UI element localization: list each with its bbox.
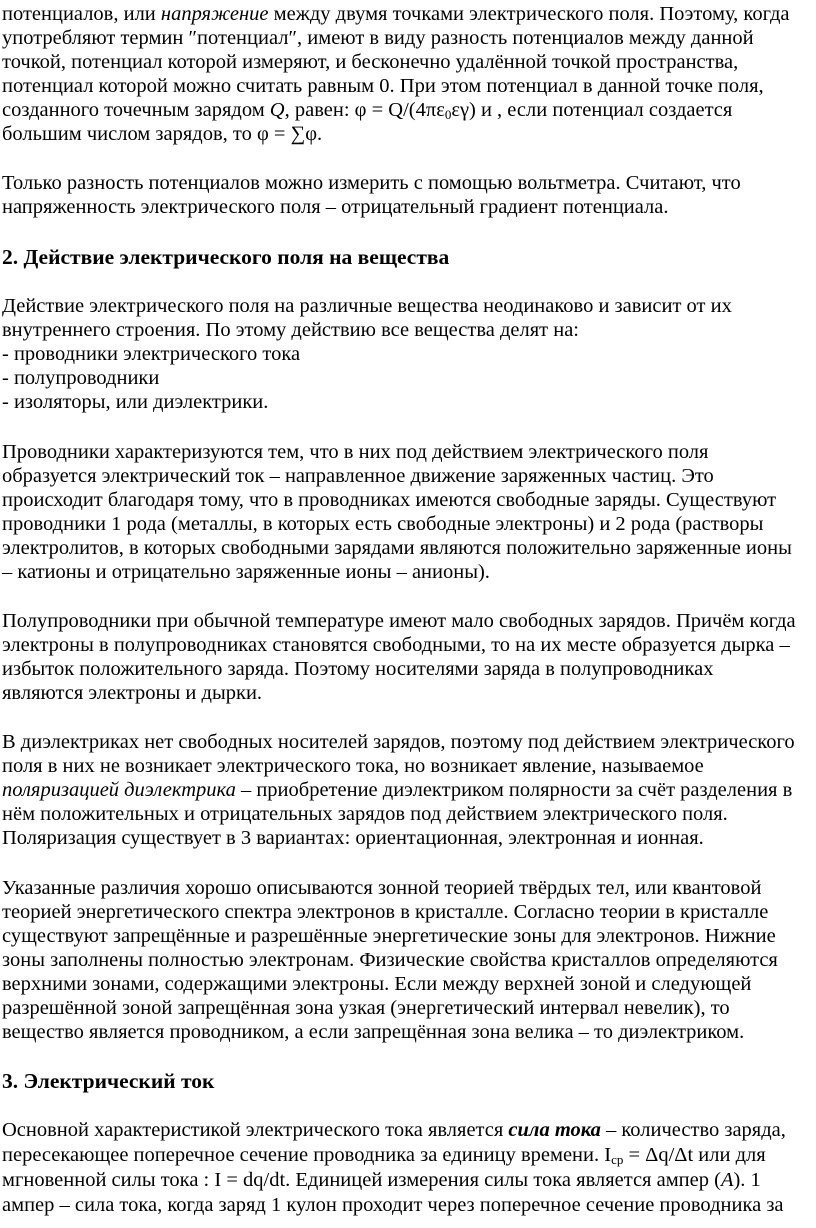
list-item: - полупроводники bbox=[2, 367, 160, 389]
paragraph-line: ампер – сила тока, когда заряд 1 кулон проходит через поперечное сечение проводника за bbox=[2, 1194, 784, 1216]
paragraph-line: Действие электрического поля на различные вещества неодинаково и зависит от их bbox=[2, 295, 732, 317]
paragraph-line: теорией энергетического спектра электронов в кристалле. Согласно теории в кристалле bbox=[2, 901, 769, 923]
paragraph-line: употребляют термин ″потенциал″, имеют в виду разность потенциалов между данной bbox=[2, 27, 754, 49]
term-polarization: поляризацией диэлектрика bbox=[2, 779, 236, 801]
paragraph-line: созданного точечным зарядом Q, равен: $\varphi = Q/(4\pi\varepsilon_0\varepsilon\gamma)$ и , если потенциал создается bbox=[2, 99, 733, 122]
paragraph-line: верхними зонами, содержащими электроны. Если между верхней зоной и следующей bbox=[2, 973, 752, 995]
paragraph-line: В диэлектриках нет свободных носителей зарядов, поэтому под действием электрического bbox=[2, 731, 795, 753]
paragraph-line: мгновенной силы тока : I = dq/dt. Единицей измерения силы тока является ампер (А). 1 bbox=[2, 1169, 761, 1191]
paragraph-line: большим числом зарядов, то φ = ∑φ. bbox=[2, 123, 323, 145]
paragraph-line: пересекающее поперечное сечение проводника за единицу времени. $I_{ср} = \Delta q/\Delta t$ или для bbox=[2, 1144, 766, 1167]
paragraph-line: образуется электрический ток – направленное движение заряженных частиц. Это bbox=[2, 465, 714, 487]
paragraph-line: Проводники характеризуются тем, что в них под действием электрического поля bbox=[2, 441, 709, 463]
paragraph-line: точкой, потенциал которой измеряют, и бесконечно удалённой точкой пространства, bbox=[2, 51, 739, 73]
paragraph-line: зоны заполнены полностью электронам. Физические свойства кристаллов определяются bbox=[2, 949, 778, 971]
paragraph-line: потенциалов, или напряжение между двумя точками электрического поля. Поэтому, когда bbox=[2, 3, 790, 25]
section-heading-3: 3. Электрический ток bbox=[2, 1069, 215, 1093]
term-voltage: напряжение bbox=[160, 3, 269, 25]
list-item: - проводники электрического тока bbox=[2, 343, 301, 365]
symbol-q: Q bbox=[269, 99, 285, 121]
paragraph-line: электроны в полупроводниках становятся свободными, то на их месте образуется дырка – bbox=[2, 634, 790, 656]
paragraph-line: являются электроны и дырки. bbox=[2, 682, 263, 704]
paragraph-line: Только разность потенциалов можно измерить с помощью вольтметра. Считают, что bbox=[2, 172, 741, 194]
paragraph-line: – катионы и отрицательно заряженные ионы – анионы). bbox=[2, 561, 490, 583]
paragraph-line: существуют запрещённые и разрешённые энергетические зоны для электронов. Нижние bbox=[2, 925, 776, 947]
symbol-ampere: А bbox=[720, 1169, 734, 1191]
subscript-avg: ср bbox=[611, 1152, 624, 1167]
paragraph-line: избыток положительного заряда. Поэтому носителями заряда в полупроводниках bbox=[2, 658, 714, 680]
paragraph-line: происходит благодаря тому, что в проводниках имеются свободные заряды. Существуют bbox=[2, 489, 777, 511]
paragraph-line: проводники 1 рода (металлы, в которых есть свободные электроны) и 2 рода (растворы bbox=[2, 513, 764, 535]
paragraph-line: Указанные различия хорошо описываются зонной теорией твёрдых тел, или квантовой bbox=[2, 877, 762, 899]
paragraph-line: Поляризация существует в 3 вариантах: ориентационная, электронная и ионная. bbox=[2, 827, 704, 849]
section-heading-2: 2. Действие электрического поля на вещества bbox=[2, 245, 450, 269]
paragraph-line: напряженность электрического поля – отрицательный градиент потенциала. bbox=[2, 196, 669, 218]
paragraph-line: поляризацией диэлектрика – приобретение диэлектриком полярности за счёт разделения в bbox=[2, 779, 793, 801]
paragraph-line: Полупроводники при обычной температуре имеют мало свободных зарядов. Причём когда bbox=[2, 610, 796, 632]
paragraph-line: потенциал которой можно считать равным 0. При этом потенциал в данной точке поля, bbox=[2, 75, 764, 97]
paragraph-line: электролитов, в которых свободными зарядами являются положительно заряженные ионы bbox=[2, 537, 792, 559]
paragraph-line: разрешённой зоной запрещённая зона узкая (энергетический интервал невелик), то bbox=[2, 997, 730, 1019]
list-item: - изоляторы, или диэлектрики. bbox=[2, 391, 269, 413]
paragraph-line: поля в них не возникает электрического тока, но возникает явление, называемое bbox=[2, 755, 704, 777]
subscript-zero: 0 bbox=[444, 107, 452, 122]
paragraph-line: нём положительных и отрицательных зарядов под действием электрического поля. bbox=[2, 803, 728, 825]
paragraph-line: Основной характеристикой электрического тока является сила тока – количество заряда, bbox=[2, 1119, 786, 1141]
paragraph-line: вещество является проводником, а если запрещённая зона велика – то диэлектриком. bbox=[2, 1021, 745, 1043]
paragraph-line: внутреннего строения. По этому действию все вещества делят на: bbox=[2, 319, 579, 341]
term-current-strength: сила тока bbox=[508, 1119, 601, 1141]
